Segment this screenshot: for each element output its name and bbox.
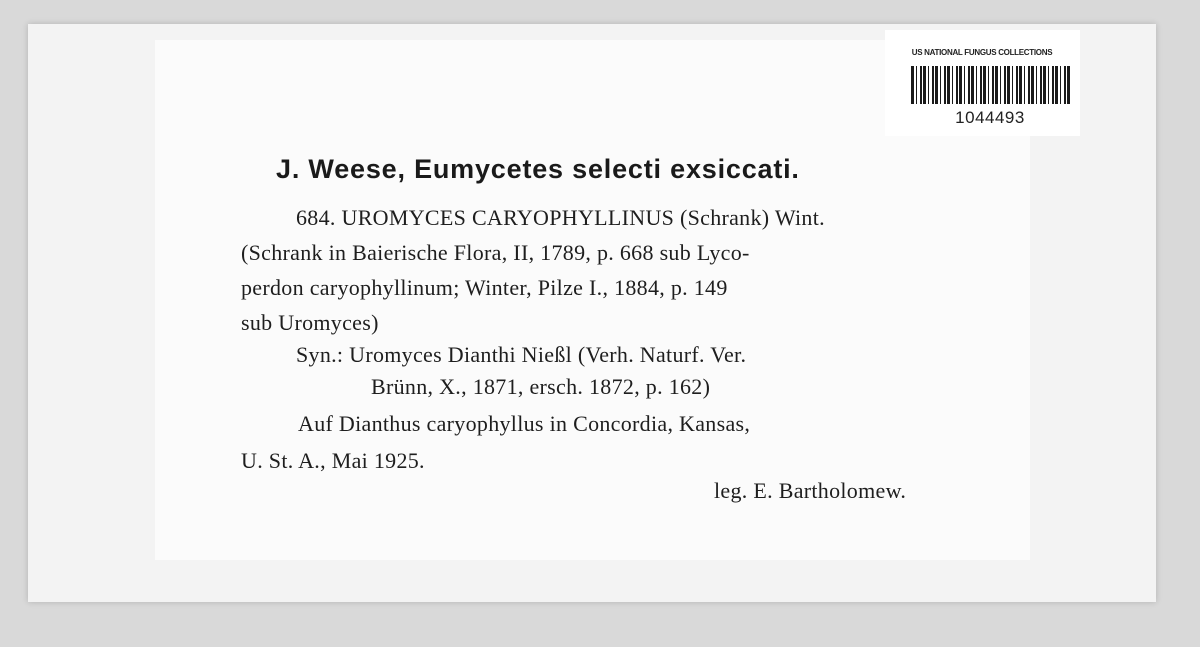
barcode-number: 1044493 xyxy=(955,108,1025,127)
label-line-locality-1: Auf Dianthus caryophyllus in Concordia, Kansas, xyxy=(298,411,751,436)
label-line-citation-3: sub Uromyces) xyxy=(241,310,379,335)
collection-name: US NATIONAL FUNGUS COLLECTIONS xyxy=(911,48,1053,57)
barcode-icon xyxy=(911,66,1071,104)
label-title: J. Weese, Eumycetes selecti exsiccati. xyxy=(276,154,800,184)
barcode-label xyxy=(885,30,1080,136)
label-line-locality-2: U. St. A., Mai 1925. xyxy=(241,448,425,473)
label-line-synonym-1: Syn.: Uromyces Dianthi Nießl (Verh. Naturf. Ver. xyxy=(296,342,747,367)
label-line-species: 684. UROMYCES CARYOPHYLLINUS (Schrank) Wint. xyxy=(296,205,825,230)
label-line-collector: leg. E. Bartholomew. xyxy=(714,478,907,503)
label-line-citation-1: (Schrank in Baierische Flora, II, 1789, p. 668 sub Lyco- xyxy=(241,240,750,265)
label-line-synonym-2: Brünn, X., 1871, ersch. 1872, p. 162) xyxy=(371,374,711,399)
label-line-citation-2: perdon caryophyllinum; Winter, Pilze I., 1884, p. 149 xyxy=(241,275,728,300)
